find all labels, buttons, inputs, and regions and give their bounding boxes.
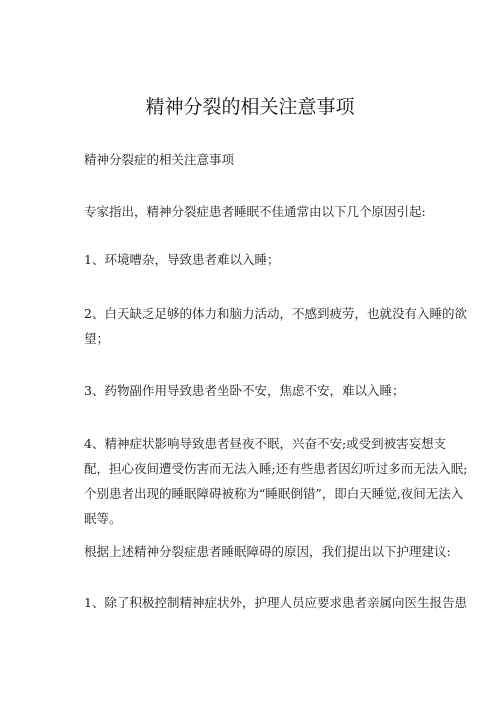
paragraph-intro: 专家指出，精神分裂症患者睡眠不佳通常由以下几个原因引起: bbox=[84, 204, 426, 219]
document-title: 精神分裂的相关注意事项 bbox=[145, 96, 355, 118]
paragraph-cause-3: 3、药物副作用导致患者坐卧不安，焦虑不安，难以入睡； bbox=[84, 383, 405, 398]
paragraph-cause-2: 2、白天缺乏足够的体力和脑力活动，不感到疲劳，也就没有入睡的欲望； bbox=[84, 306, 467, 346]
paragraph-advice-intro: 根据上述精神分裂症患者睡眠障碍的原因，我们提出以下护理建议: bbox=[84, 544, 451, 559]
paragraph-cause-1: 1、环境嘈杂，导致患者难以入睡； bbox=[84, 252, 280, 267]
paragraph-cause-4: 4、精神症状影响导致患者昼夜不眠，兴奋不安;或受到被害妄想支配，担心夜间遭受伤害而无法入睡;还有些患者因幻听过多而无法入眠;个别患者出现的睡眠障碍被称为“睡眠倒错”，即白天睡觉,夜间无法入眠等。 bbox=[84, 436, 468, 526]
paragraph-subtitle: 精神分裂症的相关注意事项 bbox=[84, 152, 235, 167]
paragraph-advice-1: 1、除了积极控制精神症状外，护理人员应要求患者亲属向医生报告患 bbox=[84, 595, 467, 610]
